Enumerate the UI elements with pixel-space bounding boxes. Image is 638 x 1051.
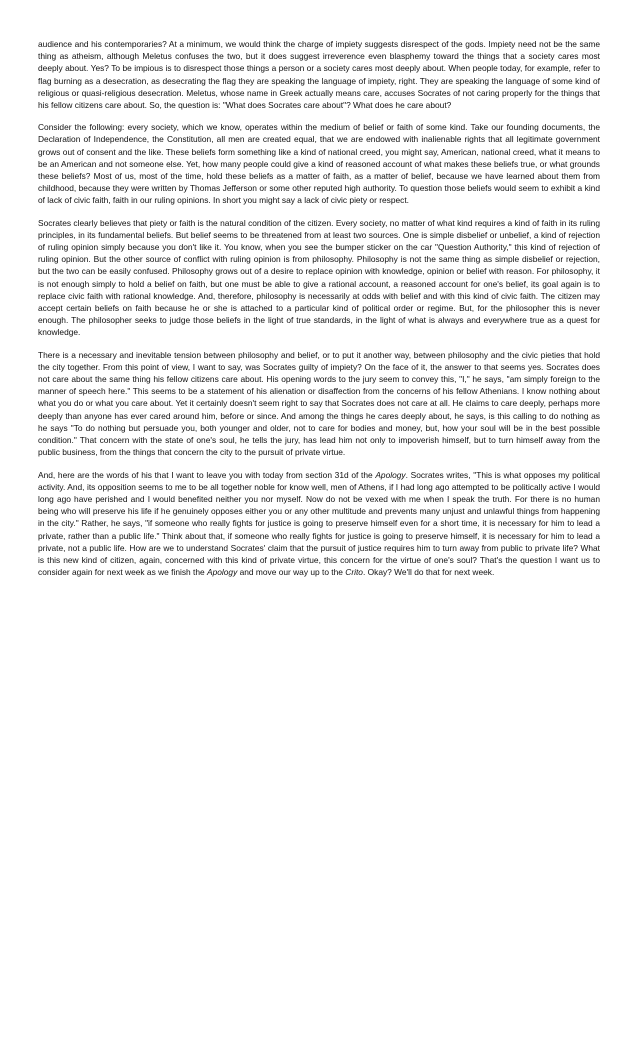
paragraph-1 [38, 38, 600, 111]
paragraph-3 [38, 217, 600, 339]
book-title-apology: Apology [207, 567, 238, 578]
paragraph-text: And, here are the words of his that I want to leave you with today from section 31d of the [38, 469, 376, 480]
paragraph-2 [38, 121, 600, 206]
paragraph-text: and move our way up to the [237, 567, 346, 578]
paragraph-4 [38, 349, 600, 459]
book-title-crito: Crito [345, 567, 363, 578]
book-title-apology: Apology [375, 469, 406, 480]
paragraph-text: . Socrates writes, "This is what opposes my political activity. And, its opposition seems to me to be all together noble for know well, men of Athens, if I had long ago attempted to be politically active I would long ago have perished and I would benefited neither you nor myself. Now do not be vexed with me when I speak the truth. For there is no human being who will preserve his life if he genuinely opposes either you or any other multitude and prevents many unjust and unlawful things from happening in the city." Rather, he says, "if someone who really fights for justice is going to preserve himself even for a short time, it is necessary for him to lead a private, rather than a public life." Think about that, if someone who really fights for justice is going to preserve himself, it is necessary for him to lead a private, not a public life. How are we to understand Socrates' claim that the pursuit of justice requires him to turn away from public to private life? What is this new kind of citizen, again, concerned with this kind of private virtue, this concern for the virtue of one's soul? That's the question I want us to consider again for next week as we finish the [38, 469, 600, 578]
paragraph-text: Socrates clearly believes that piety or faith is the natural condition of the citizen. Every society, no matter of what kind requires a kind of faith in its ruling principles, in its fundamental beliefs. But belief seems to be threatened from at least two sources. One is simple disbelief or unbelief, a kind of rejection of ruling opinion simply because you don't like it. You know, when you see the bumper sticker on the car "Question Authority," this kind of rejection of ruling opinion. But the other source of conflict with ruling opinion is from philosophy. Philosophy is not the same thing as simple disbelief or rejection, but the two can be easily confused. Philosophy grows out of a desire to replace opinion with knowledge, opinion or belief with reason. For philosophy, it is not enough simply to hold a belief on faith, but one must be able to give a rational account, a reasoned account for one's belief, its goal again is to replace civic faith with rational knowledge. And, therefore, philosophy is necessarily at odds with belief and with this kind of civic faith. The citizen may accept certain beliefs on faith because he or she is attached to a particular kind of political order or regime. But, for the philosopher this is never enough. The philosopher seeks to judge those beliefs in the light of true standards, in the light of what is always and everywhere true as a quest for knowledge. [38, 217, 600, 338]
paragraph-5 [38, 469, 600, 579]
document-page [38, 38, 600, 588]
paragraph-text: . Okay? We'll do that for next week. [362, 567, 495, 578]
paragraph-text: There is a necessary and inevitable tension between philosophy and belief, or to put it another way, between philosophy and the civic pieties that hold the city together. From this point of view, I want to say, was Socrates guilty of impiety? On the face of it, the answer to that seems yes. Socrates does not care about the same thing his fellow citizens care about. His opening words to the jury seem to convey this, "I," he says, "am simply foreign to the manner of speech here." This seems to be a statement of his alienation or disaffection from the concerns of his fellow Athenians. I know nothing about what you do or what you care about. Yet it certainly doesn't seem right to say that Socrates does not care at all. He claims to care deeply, perhaps more deeply than anyone has ever cared around him, before or since. And among the things he cares deeply about, he says, is this calling to do nothing as he says "To do nothing but persuade you, both younger and older, not to care for bodies and money, but, how your soul will be in the best possible condition." That concern with the state of one's soul, he tells the jury, has lead him not only to impoverish himself, but to turn himself away from the public business, from the things that concern the city to the pursuit of private virtue. [38, 349, 600, 458]
paragraph-text: Consider the following: every society, which we know, operates within the medium of belief or faith of some kind. Take our founding documents, the Declaration of Independence, the Constitution, all men are created equal, that we are endowed with inalienable rights that all legitimate government grows out of consent and the like. These beliefs form something like a kind of national creed, you might say, American, national creed, what it means to be an American and not someone else. Yet, how many people could give a kind of reasoned account of what makes these beliefs true, or what grounds these beliefs? Most of us, most of the time, hold these beliefs as a matter of faith, as a matter of belief, because we have learned about them from childhood, because they were written by Thomas Jefferson or some other reputed high authority. To question those beliefs would seem to exhibit a kind of lack of civic faith, faith in our ruling opinions. In short you might say a lack of civic piety or respect. [38, 122, 600, 206]
paragraph-text: audience and his contemporaries? At a minimum, we would think the charge of impiety suggests disrespect of the gods. Impiety need not be the same thing as atheism, although Meletus confuses the two, but it does suggest irreverence even blasphemy toward the things that a society cares most deeply about. Yes? To be impious is to disrespect those things a person or a society cares most deeply about. When people today, for example, refer to flag burning as a desecration, as desecrating the flag they are speaking the language of impiety, right. They are speaking the language of some kind of religious or quasi-religious desecration. Meletus, whose name in Greek actually means care, accuses Socrates of not caring properly for the things that his fellow citizens care about. So, the question is: "What does Socrates care about"? What does he care about? [38, 39, 600, 111]
